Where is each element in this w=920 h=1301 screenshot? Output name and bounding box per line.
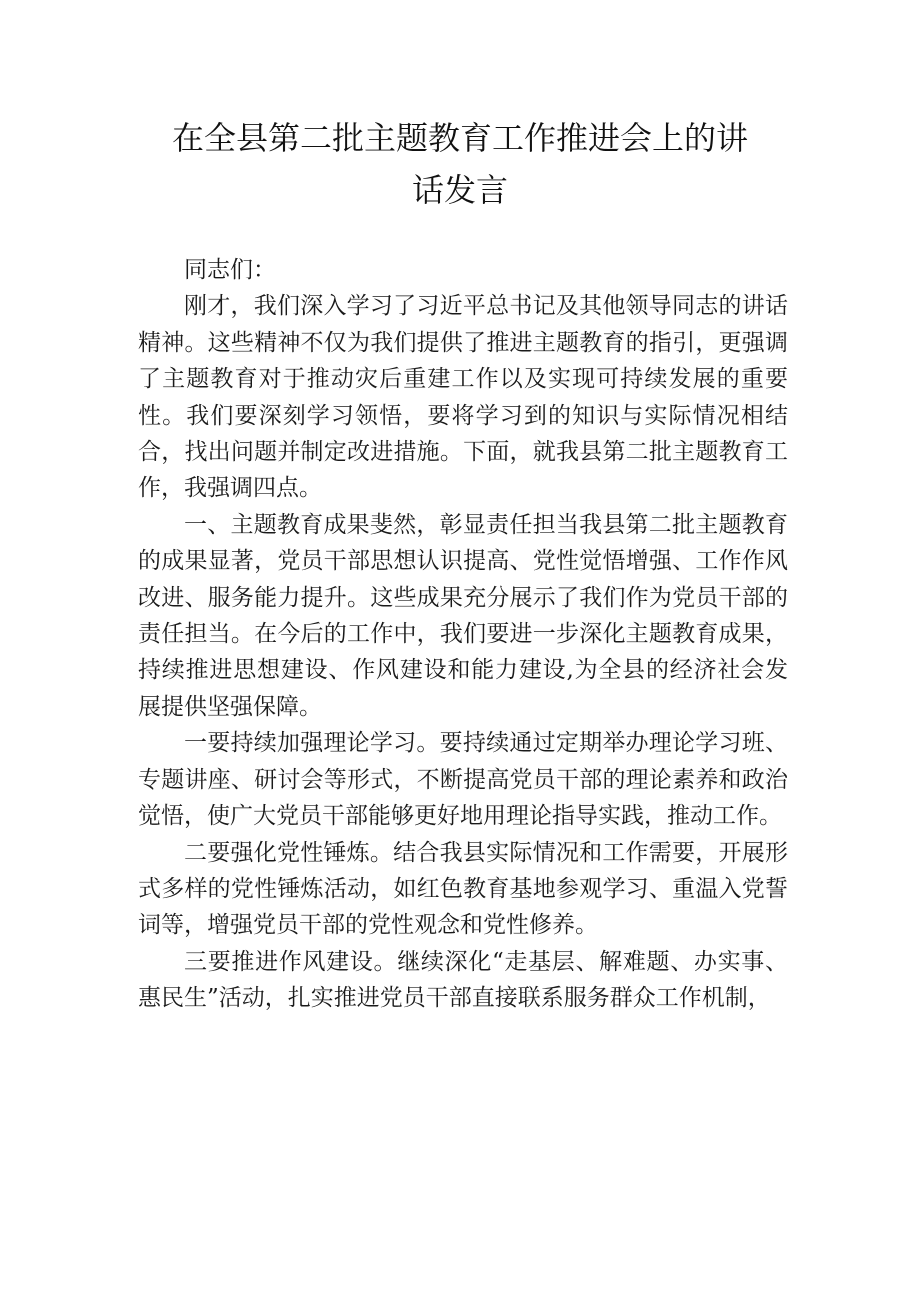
- paragraph-point-3: 三要推进作风建设。继续深化“走基层、解难题、办实事、惠民生”活动，扎实推进党员干部直接联系服务群众工作机制，: [138, 948, 788, 1012]
- paragraph-section-1: 一、主题教育成果斐然，彰显责任担当我县第二批主题教育的成果显著，党员干部思想认识提高、党性觉悟增强、工作作风改进、服务能力提升。这些成果充分展示了我们作为党员干部的责任担当。在今后的工作中，我们要进一步深化主题教育成果，持续推进思想建设、作风建设和能力建设,为全县的经济社会发展提供坚强保障。: [138, 511, 788, 720]
- paragraph-intro: 刚才，我们深入学习了习近平总书记及其他领导同志的讲话精神。这些精神不仅为我们提供了推进主题教育的指引，更强调了主题教育对于推动灾后重建工作以及实现可持续发展的重要性。我们要深刻学习领悟，要将学习到的知识与实际情况相结合，找出问题并制定改进措施。下面，就我县第二批主题教育工作，我强调四点。: [138, 293, 788, 502]
- paragraph-point-1: 一要持续加强理论学习。要持续通过定期举办理论学习班、专题讲座、研讨会等形式，不断提高党员干部的理论素养和政治觉悟，使广大党员干部能够更好地用理论指导实践，推动工作。: [138, 730, 788, 830]
- paragraph-point-2: 二要强化党性锤炼。结合我县实际情况和工作需要，开展形式多样的党性锤炼活动，如红色教育基地参观学习、重温入党誓词等，增强党员干部的党性观念和党性修养。: [138, 839, 788, 939]
- title-line-1: 在全县第二批主题教育工作推进会上的讲: [171, 119, 748, 157]
- document-title: [140, 112, 780, 216]
- title-line-2: 话发言: [411, 171, 508, 209]
- document-body: [138, 252, 788, 1017]
- salutation: 同志们：: [184, 257, 276, 283]
